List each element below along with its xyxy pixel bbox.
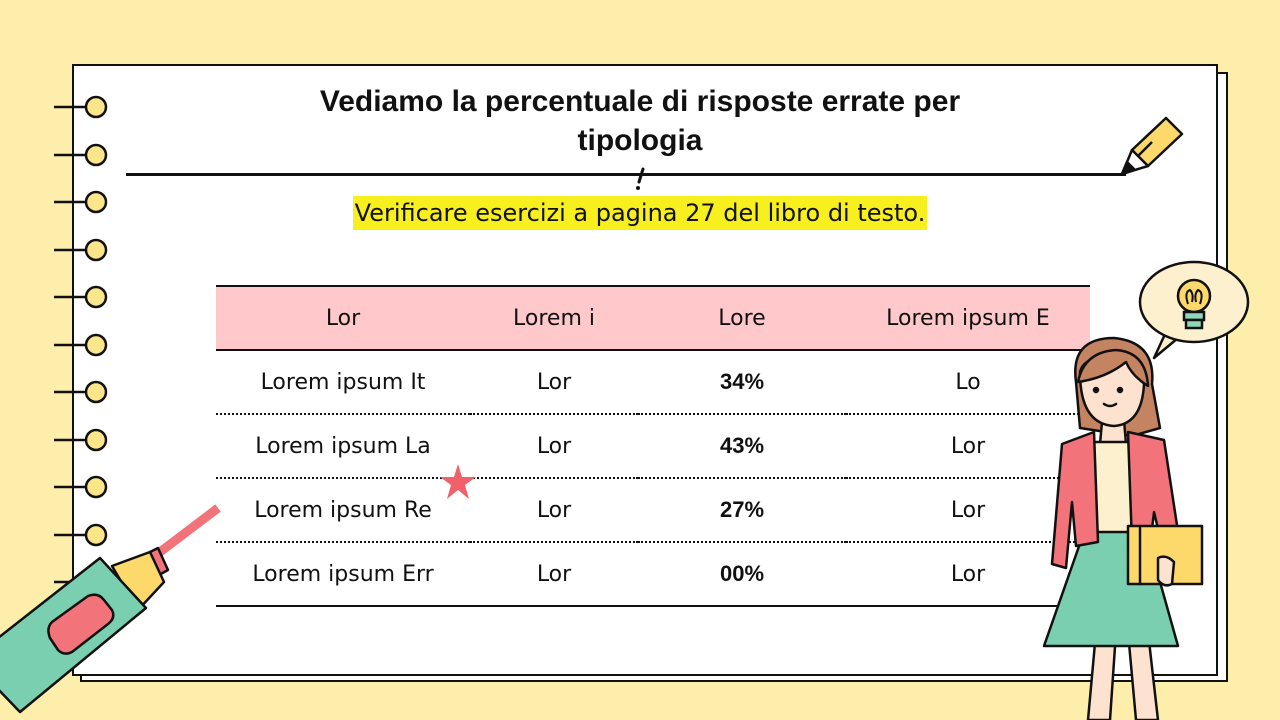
table-cell: Lo: [846, 350, 1090, 414]
binder-ring-icon: [54, 380, 110, 404]
table-cell: Lorem ipsum Err: [216, 542, 470, 606]
binder-ring-icon: [54, 428, 110, 452]
binder-ring-icon: [54, 475, 110, 499]
table-cell: Lor: [470, 478, 638, 542]
star-icon: [438, 462, 478, 502]
exclamation-icon: [634, 166, 648, 192]
percentage-cell: 27%: [638, 478, 846, 542]
table-cell: Lor: [470, 542, 638, 606]
column-header: Lorem ipsum E: [846, 286, 1090, 350]
binder-ring-icon: [54, 333, 110, 357]
table-cell: Lor: [470, 414, 638, 478]
table-cell: Lor: [470, 350, 638, 414]
column-header: Lore: [638, 286, 846, 350]
column-header: Lorem i: [470, 286, 638, 350]
percentage-cell: 00%: [638, 542, 846, 606]
percentage-cell: 34%: [638, 350, 846, 414]
table-header-row: [216, 286, 1090, 350]
highlighter-marker-icon: [0, 500, 230, 720]
pencil-icon: [1112, 110, 1188, 180]
table-row: [216, 350, 1090, 414]
table-cell: Lorem ipsum La: [216, 414, 470, 478]
binder-ring-icon: [54, 95, 110, 119]
binder-ring-icon: [54, 143, 110, 167]
table-cell: Lorem ipsum Re: [216, 478, 470, 542]
binder-ring-icon: [54, 285, 110, 309]
table-cell: Lor: [846, 414, 1090, 478]
teacher-illustration: [1036, 332, 1212, 720]
percentage-cell: 43%: [638, 414, 846, 478]
title-underline: [126, 173, 1126, 176]
table-row: [216, 478, 1090, 542]
table-cell: Lorem ipsum It: [216, 350, 470, 414]
table-cell: Lor: [846, 542, 1090, 606]
error-rate-table: [216, 285, 1090, 607]
instruction-highlight: Verificare esercizi a pagina 27 del libro di testo.: [353, 196, 928, 230]
column-header: Lor: [216, 286, 470, 350]
page-title: Vediamo la percentuale di risposte errate per tipologia: [319, 85, 961, 157]
table-row: [216, 542, 1090, 606]
binder-ring-icon: [54, 238, 110, 262]
table-cell: Lor: [846, 478, 1090, 542]
table-row: [216, 414, 1090, 478]
